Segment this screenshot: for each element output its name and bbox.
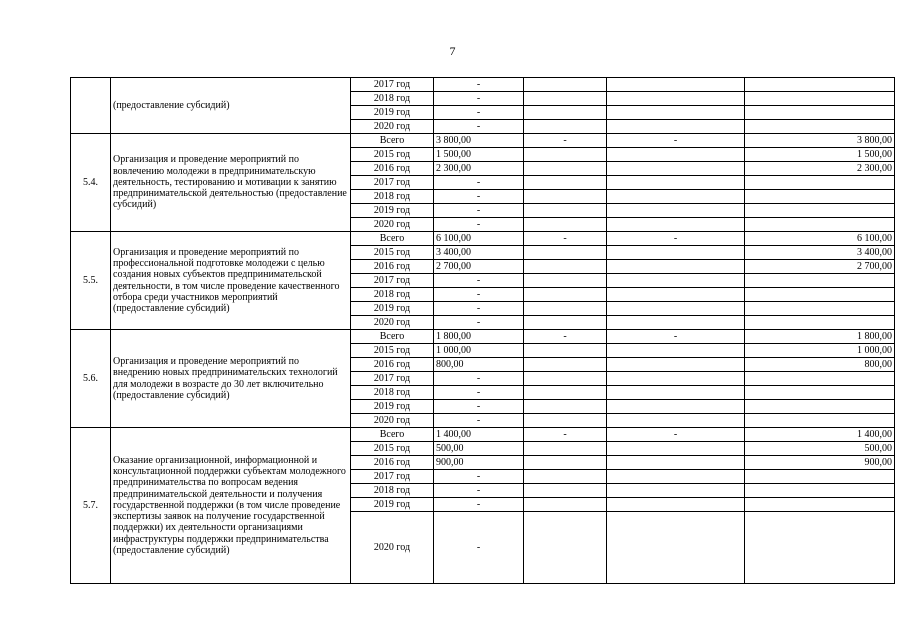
year-cell: 2015 год	[351, 344, 434, 358]
total-cell: 6 100,00	[745, 232, 895, 246]
measure-name: Организация и проведение мероприятий по профессиональной подготовке молодежи с целью создания новых субъектов предпринимательской деятельности, в том числе проведение качественного отбора среди участников мероприятий (предоставление субсидий)	[111, 232, 351, 330]
total-cell: 500,00	[745, 442, 895, 456]
amount-cell: 1 500,00	[434, 148, 524, 162]
year-cell: 2018 год	[351, 288, 434, 302]
amount-cell: -	[434, 470, 524, 484]
year-cell: 2019 год	[351, 204, 434, 218]
measure-name: (предоставление субсидий)	[111, 78, 351, 134]
year-cell: 2017 год	[351, 176, 434, 190]
amount-cell: -	[434, 414, 524, 428]
total-cell: 1 500,00	[745, 148, 895, 162]
amount-cell: -	[434, 288, 524, 302]
amount-cell: -	[524, 232, 607, 246]
total-cell: 1 800,00	[745, 330, 895, 344]
amount-cell: -	[434, 120, 524, 134]
total-cell: 900,00	[745, 456, 895, 470]
amount-cell: -	[434, 274, 524, 288]
total-cell: 1 000,00	[745, 344, 895, 358]
amount-cell: -	[524, 330, 607, 344]
amount-cell: 500,00	[434, 442, 524, 456]
year-cell: 2017 год	[351, 274, 434, 288]
total-cell: 2 300,00	[745, 162, 895, 176]
year-cell: 2020 год	[351, 316, 434, 330]
amount-cell: -	[434, 190, 524, 204]
table-row	[71, 232, 895, 246]
year-cell: 2018 год	[351, 190, 434, 204]
year-cell: Всего	[351, 428, 434, 442]
year-cell: 2016 год	[351, 260, 434, 274]
table-row	[71, 134, 895, 148]
year-cell: 2017 год	[351, 372, 434, 386]
measure-name: Организация и проведение мероприятий по вовлечению молодежи в предпринимательскую деятельность, тестированию и мотивации к занятию предпринимательской деятельностью (предоставление субсидий)	[111, 134, 351, 232]
amount-cell: -	[607, 232, 745, 246]
year-cell: 2020 год	[351, 218, 434, 232]
year-cell: 2019 год	[351, 400, 434, 414]
row-number-cell: 5.4.	[71, 134, 111, 232]
year-cell: 2020 год	[351, 414, 434, 428]
amount-cell: -	[524, 428, 607, 442]
total-cell: 3 800,00	[745, 134, 895, 148]
year-cell: 2019 год	[351, 106, 434, 120]
amount-cell: -	[434, 372, 524, 386]
year-cell: 2017 год	[351, 78, 434, 92]
year-cell: 2018 год	[351, 484, 434, 498]
total-cell: 1 400,00	[745, 428, 895, 442]
year-cell: 2016 год	[351, 358, 434, 372]
total-cell: 3 400,00	[745, 246, 895, 260]
amount-cell: -	[524, 134, 607, 148]
amount-cell: -	[434, 218, 524, 232]
amount-cell: -	[434, 78, 524, 92]
year-cell: Всего	[351, 232, 434, 246]
year-cell: 2015 год	[351, 246, 434, 260]
amount-cell: 1 800,00	[434, 330, 524, 344]
amount-cell: -	[607, 330, 745, 344]
amount-cell: 800,00	[434, 358, 524, 372]
year-cell: Всего	[351, 330, 434, 344]
row-number-cell: 5.5.	[71, 232, 111, 330]
amount-cell: -	[434, 176, 524, 190]
amount-cell: -	[607, 428, 745, 442]
row-number-cell: 5.6.	[71, 330, 111, 428]
total-cell: 2 700,00	[745, 260, 895, 274]
measure-name: Оказание организационной, информационной и консультационной поддержки субъектам молодежного предпринимательства по вопросам ведения предпринимательской деятельности и получения государственной поддержки (в том числе проведение экспертизы заявок на получение государственной поддержки) их деятельности организациями инфраструктуры поддержки предпринимательства (предоставление субсидий)	[111, 428, 351, 584]
year-cell: 2020 год	[351, 512, 434, 584]
amount-cell: -	[434, 498, 524, 512]
amount-cell: 6 100,00	[434, 232, 524, 246]
amount-cell: -	[434, 316, 524, 330]
total-cell: 800,00	[745, 358, 895, 372]
year-cell: 2016 год	[351, 456, 434, 470]
amount-cell: -	[434, 386, 524, 400]
table-row	[71, 330, 895, 344]
year-cell: 2019 год	[351, 498, 434, 512]
amount-cell: 1 400,00	[434, 428, 524, 442]
year-cell: 2015 год	[351, 442, 434, 456]
amount-cell: -	[434, 302, 524, 316]
year-cell: 2020 год	[351, 120, 434, 134]
year-cell: 2018 год	[351, 92, 434, 106]
amount-cell: -	[434, 92, 524, 106]
amount-cell: 3 400,00	[434, 246, 524, 260]
year-cell: 2017 год	[351, 470, 434, 484]
year-cell: 2016 год	[351, 162, 434, 176]
page-number: 7	[449, 44, 456, 58]
budget-table	[70, 77, 895, 584]
year-cell: Всего	[351, 134, 434, 148]
amount-cell: 2 300,00	[434, 162, 524, 176]
amount-cell: -	[434, 512, 524, 584]
row-number-cell: 5.7.	[71, 428, 111, 584]
year-cell: 2018 год	[351, 386, 434, 400]
measure-name: Организация и проведение мероприятий по внедрению новых предпринимательских технологий для молодежи в возрасте до 30 лет включительно (предоставление субсидий)	[111, 330, 351, 428]
amount-cell: -	[434, 484, 524, 498]
table-row	[71, 78, 895, 92]
amount-cell: 1 000,00	[434, 344, 524, 358]
amount-cell: -	[434, 400, 524, 414]
amount-cell: -	[607, 134, 745, 148]
year-cell: 2015 год	[351, 148, 434, 162]
amount-cell: -	[434, 106, 524, 120]
amount-cell: 3 800,00	[434, 134, 524, 148]
amount-cell: 2 700,00	[434, 260, 524, 274]
table-row	[71, 428, 895, 442]
year-cell: 2019 год	[351, 302, 434, 316]
amount-cell: -	[434, 204, 524, 218]
amount-cell: 900,00	[434, 456, 524, 470]
row-number-cell	[71, 78, 111, 134]
